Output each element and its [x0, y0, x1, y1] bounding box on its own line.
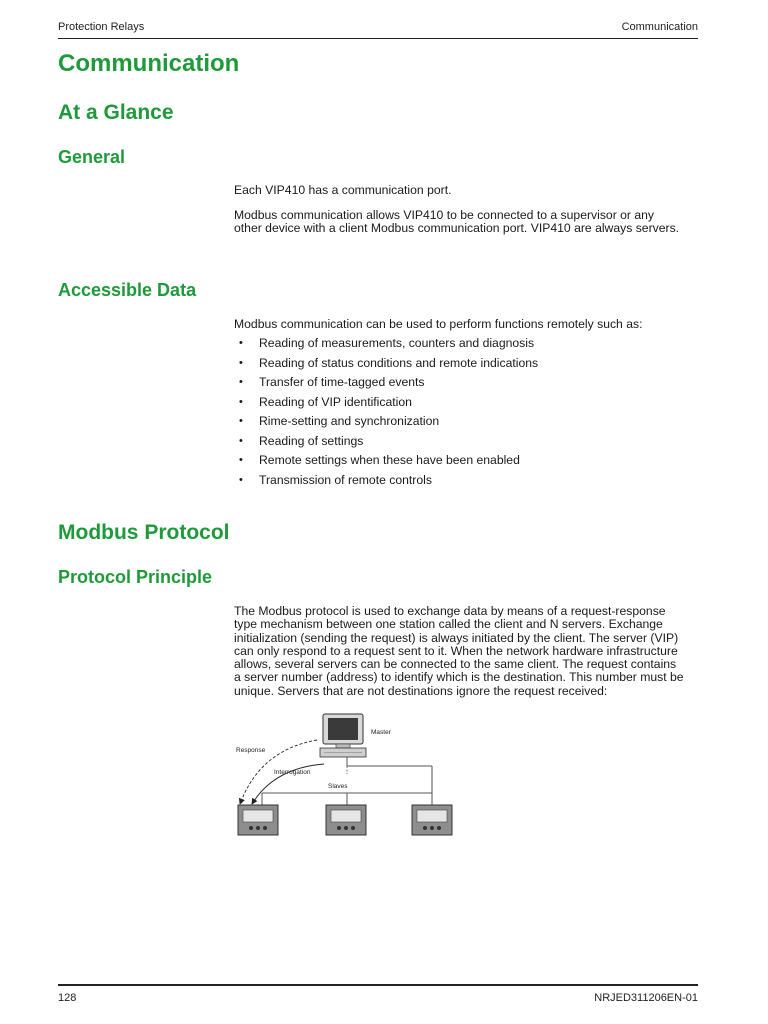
page-number: 128 [58, 992, 77, 1004]
modbus-network-diagram [232, 708, 472, 843]
relay-device-icon [412, 805, 452, 835]
bullet-icon: • [239, 376, 243, 388]
subsection-heading-protocol-principle: Protocol Principle [58, 567, 213, 587]
bullet-icon: • [239, 473, 243, 486]
footer-divider [58, 984, 698, 986]
list-item [234, 414, 684, 434]
page-title: Communication [58, 50, 240, 77]
list-item-text: Transmission of remote controls [259, 472, 432, 487]
list-item [234, 375, 684, 395]
slaves-label: Slaves [328, 783, 348, 790]
section-heading-at-a-glance: At a Glance [58, 101, 174, 124]
bullet-icon: • [239, 395, 243, 408]
protocol-principle-paragraph: The Modbus protocol is used to exchange data by means of a request-response type mechanism between one station called the client and N servers. Exchange initialization (sending the request) is always initiated by the client. The server (VIP) can only respond to a request sent to it. When the network hardware infrastructure allows, several servers can be connected to the same client. The request contains a server number (address) to identify which is the destination. This number must be unique. Servers that are not destinations ignore the request received: [234, 604, 684, 698]
list-item-text: Remote settings when these have been enabled [259, 453, 520, 467]
relay-device-icon [326, 805, 366, 835]
header-left-title: Protection Relays [58, 21, 145, 33]
list-item-text: Reading of status conditions and remote indications [259, 355, 539, 370]
list-item-text: Reading of settings [259, 433, 364, 448]
list-item [234, 453, 684, 473]
subsection-heading-general: General [58, 147, 126, 167]
computer-icon [320, 714, 366, 757]
bullet-icon: • [239, 356, 243, 369]
page-header [58, 19, 698, 39]
list-item-text: Reading of VIP identification [259, 394, 412, 409]
page-footer [58, 992, 698, 1008]
document-code: NRJED311206EN-01 [594, 992, 698, 1004]
bullet-icon: • [239, 434, 243, 447]
list-item-text: Transfer of time-tagged events [259, 375, 425, 389]
bullet-icon: • [239, 454, 243, 466]
interrogation-label: Interrogation [274, 769, 311, 776]
relay-device-icon [238, 805, 278, 835]
list-item [234, 434, 684, 454]
list-item [234, 356, 684, 376]
accessible-data-intro: Modbus communication can be used to perform functions remotely such as: [234, 317, 643, 331]
list-item-text: Reading of measurements, counters and diagnosis [259, 336, 535, 350]
bullet-icon: • [239, 415, 243, 427]
list-item-text: Rime-setting and synchronization [259, 414, 440, 428]
header-right-title: Communication [621, 21, 698, 33]
section-heading-modbus-protocol: Modbus Protocol [58, 521, 230, 544]
accessible-data-list [234, 336, 684, 492]
list-item [234, 395, 684, 415]
general-paragraph-2: Modbus communication allows VIP410 to be connected to a supervisor or any other device with a client Modbus communication port. VIP410 are always servers. [234, 208, 680, 236]
header-divider [58, 38, 698, 39]
response-label: Response [236, 747, 266, 754]
general-paragraph-1: Each VIP410 has a communication port. [234, 183, 452, 197]
bullet-icon: • [239, 337, 243, 349]
subsection-heading-accessible-data: Accessible Data [58, 280, 197, 300]
list-item [234, 336, 684, 356]
master-label: Master [371, 729, 391, 736]
list-item [234, 473, 684, 493]
